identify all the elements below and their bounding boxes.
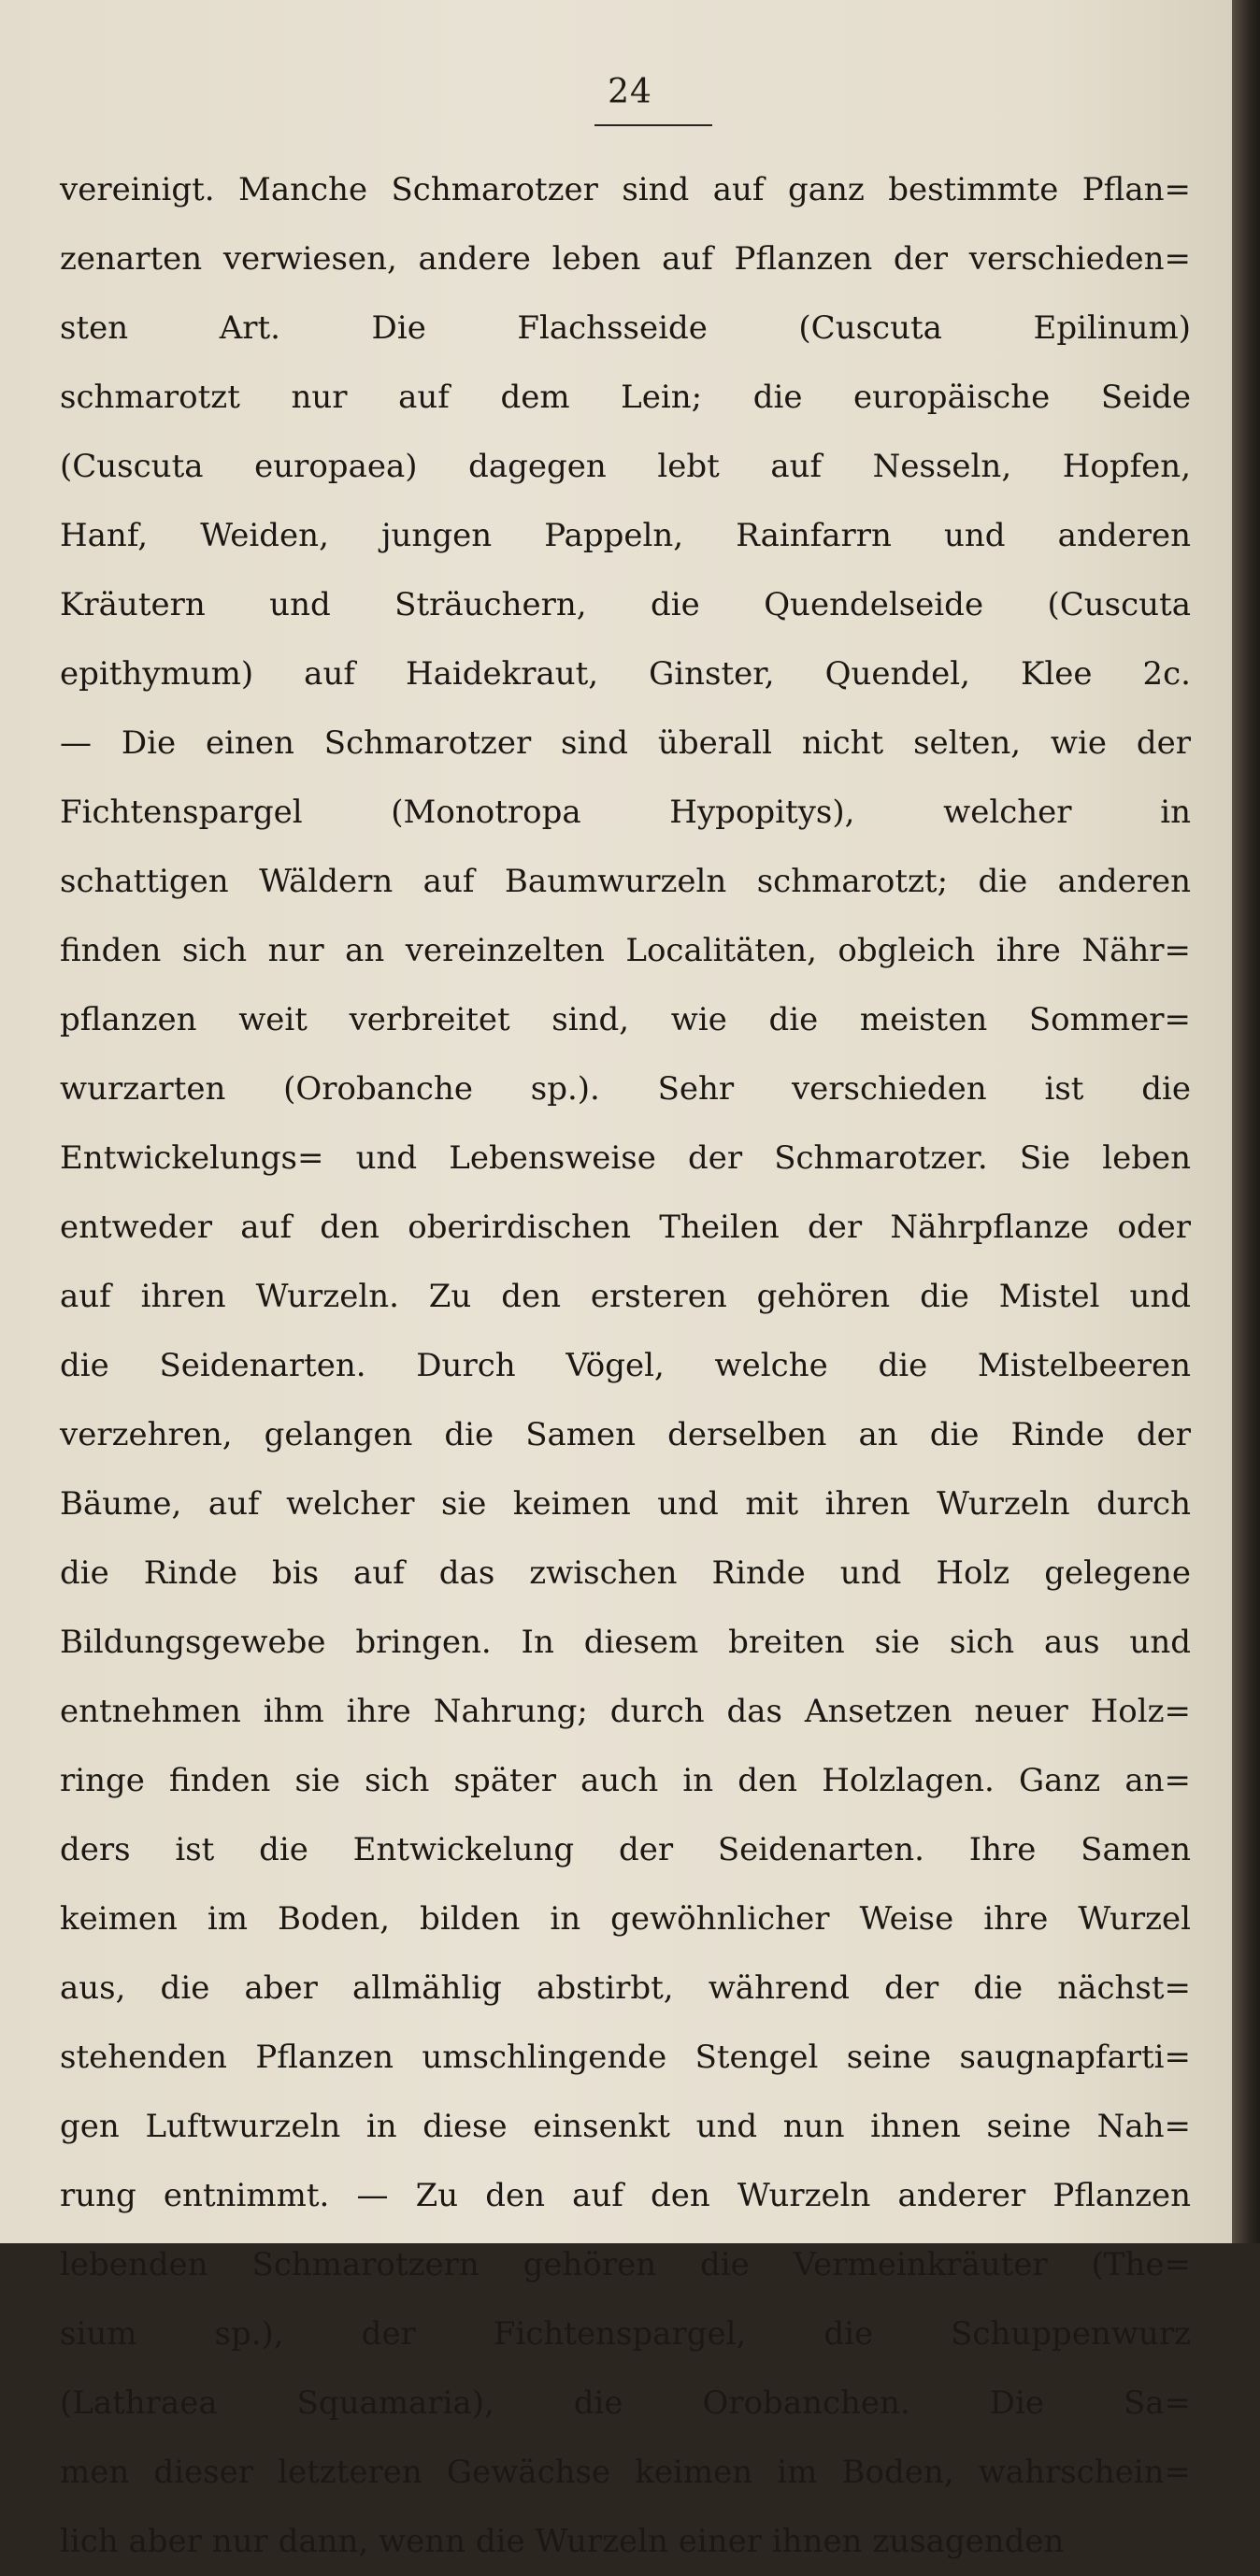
text-line: auf ihren Wurzeln. Zu den ersteren gehören die Mistel und bbox=[60, 1278, 1191, 1315]
page-edge-shadow bbox=[1232, 0, 1260, 2243]
text-line: vereinigt. Manche Schmarotzer sind auf ganz bestimmte Pflan= bbox=[60, 171, 1191, 208]
text-line: sium sp.), der Fichtenspargel, die Schuppenwurz bbox=[60, 2315, 1191, 2353]
text-line: Bäume, auf welcher sie keimen und mit ihren Wurzeln durch bbox=[60, 1485, 1191, 1523]
text-line: pflanzen weit verbreitet sind, wie die meisten Sommer= bbox=[60, 1001, 1191, 1038]
text-line: entnehmen ihm ihre Nahrung; durch das Ansetzen neuer Holz= bbox=[60, 1693, 1191, 1730]
text-line: epithymum) auf Haidekraut, Ginster, Quendel, Klee 2c. bbox=[60, 655, 1191, 693]
text-line: wurzarten (Orobanche sp.). Sehr verschieden ist die bbox=[60, 1070, 1191, 1108]
text-line: Kräutern und Sträuchern, die Quendelseide (Cuscuta bbox=[60, 586, 1191, 623]
text-line: verzehren, gelangen die Samen derselben an die Rinde der bbox=[60, 1416, 1191, 1453]
header-rule bbox=[594, 124, 712, 126]
text-line: ders ist die Entwickelung der Seidenarten. Ihre Samen bbox=[60, 1831, 1191, 1868]
text-line: entweder auf den oberirdischen Theilen der Nährpflanze oder bbox=[60, 1209, 1191, 1246]
show-through-text bbox=[84, 2178, 1159, 2215]
text-line: die Rinde bis auf das zwischen Rinde und Holz gelegene bbox=[60, 1554, 1191, 1592]
text-line: finden sich nur an vereinzelten Localitäten, obgleich ihre Nähr= bbox=[60, 932, 1191, 969]
text-line: rung entnimmt. — Zu den auf den Wurzeln anderer Pflanzen bbox=[60, 2177, 1191, 2214]
text-line: aus, die aber allmählig abstirbt, während der die nächst= bbox=[60, 1969, 1191, 2007]
text-line: Bildungsgewebe bringen. In diesem breiten sie sich aus und bbox=[60, 1624, 1191, 1661]
page-number: 24 bbox=[608, 73, 652, 111]
text-line: zenarten verwiesen, andere leben auf Pflanzen der verschieden= bbox=[60, 240, 1191, 278]
text-line: gen Luftwurzeln in diese einsenkt und nun ihnen seine Nah= bbox=[60, 2108, 1191, 2145]
text-line: Entwickelungs= und Lebensweise der Schmarotzer. Sie leben bbox=[60, 1139, 1191, 1177]
text-line: lebenden Schmarotzern gehören die Vermeinkräuter (The= bbox=[60, 2246, 1191, 2283]
text-line: sten Art. Die Flachsseide (Cuscuta Epilinum) bbox=[60, 309, 1191, 347]
text-line: (Lathraea Squamaria), die Orobanchen. Die Sa= bbox=[60, 2384, 1191, 2422]
text-line: (Cuscuta europaea) dagegen lebt auf Nesseln, Hopfen, bbox=[60, 448, 1191, 485]
text-line: schmarotzt nur auf dem Lein; die europäische Seide bbox=[60, 379, 1191, 416]
text-line: Fichtenspargel (Monotropa Hypopitys), welcher in bbox=[60, 794, 1191, 831]
text-line: stehenden Pflanzen umschlingende Stengel seine saugnapfarti= bbox=[60, 2039, 1191, 2076]
text-line: men dieser letzteren Gewächse keimen im Boden, wahrschein= bbox=[60, 2454, 1191, 2491]
text-line: Hanf, Weiden, jungen Pappeln, Rainfarrn und anderen bbox=[60, 517, 1191, 554]
text-line: ringe finden sie sich später auch in den Holzlagen. Ganz an= bbox=[60, 1762, 1191, 1799]
text-line: schattigen Wäldern auf Baumwurzeln schmarotzt; die anderen bbox=[60, 863, 1191, 900]
text-line: lich aber nur dann, wenn die Wurzeln einer ihnen zusagenden bbox=[60, 2523, 1065, 2560]
text-line: keimen im Boden, bilden in gewöhnlicher Weise ihre Wurzel bbox=[60, 1900, 1191, 1938]
text-line: die Seidenarten. Durch Vögel, welche die Mistelbeeren bbox=[60, 1347, 1191, 1384]
text-line: — Die einen Schmarotzer sind überall nicht selten, wie der bbox=[60, 724, 1191, 762]
